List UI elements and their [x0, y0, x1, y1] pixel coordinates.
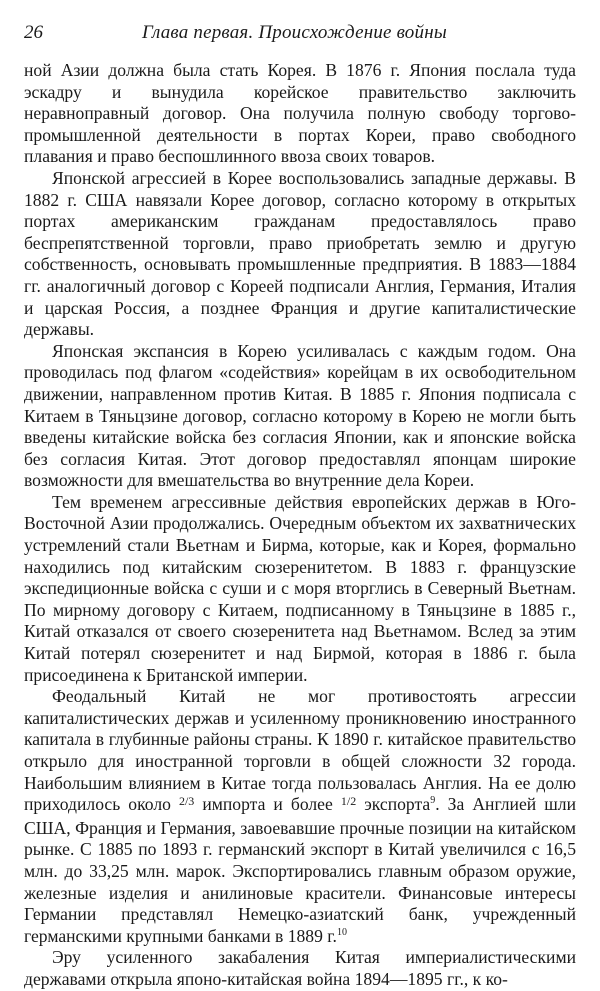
footnote-marker-9: 9	[430, 795, 436, 807]
page-number: 26	[24, 22, 43, 43]
paragraph-5-part-2: импорта и более	[202, 794, 333, 815]
fraction-one-half: 1/2	[340, 794, 357, 809]
paragraph-5	[24, 686, 576, 947]
paragraph-4: Тем временем агрессивные действия европейских держав в Юго-Восточной Азии продолжались. Очередным объектом их захватнических устремлений стали Вьетнам и Бирма, которые, как и Корея, формально находились под китайским сюзеренитетом. В 1883 г. французские экспедиционные войска с суши и с моря вторглись в Северный Вьетнам. По мирному договору с Китаем, подписанному в Тяньцзине в 1885 г., Китай отказался от своего сюзеренитета над Вьетнамом. Вслед за этим Китай потерял сюзеренитет и над Бирмой, которая в 1886 г. была присоединена к Британской империи.	[24, 491, 576, 685]
paragraph-6: Эру усиленного закабаления Китая империалистическими державами открыла японо-китайская война 1894—1895 гг., к ко-	[24, 947, 576, 989]
paragraph-5-part-4: . За Англией шли США, Франция и Германия, завоевавшие прочные позиции на китайском рынке. С 1885 по 1893 г. германский экспорт в Китай увеличился с 16,5 млн. до 33,25 млн. марок. Экспортировались главным образом оружие, железные изделия и анилиновые красители. Финансовые интересы Германии представлял Немецко-азиатский банк, учрежденный германскими крупными банками в 1889 г.	[24, 794, 576, 946]
fraction-two-thirds: 2/3	[178, 794, 195, 809]
body-text	[24, 60, 576, 991]
paragraph-1: ной Азии должна была стать Корея. В 1876 г. Япония послала туда эскадру и вынудила корейское правительство заключить неравноправный договор. Она получила полную свободу торгово-промышленной деятельности в портах Кореи, право свободного плавания и право беспошлинного ввоза своих товаров.	[24, 60, 576, 167]
paragraph-5-part-3: экспорта	[364, 794, 431, 815]
paragraph-3: Японская экспансия в Корею усиливалась с каждым годом. Она проводилась под флагом «содействия» корейцам в их освободительном движении, направленном против Китая. В 1885 г. Япония подписала с Китаем в Тяньцзине договор, согласно которому в Корею не могли быть введены китайские войска без согласия Японии, как и японские войска без согласия Китая. Этот договор предоставлял японцам широкие возможности для вмешательства во внутренние дела Кореи.	[24, 340, 576, 491]
footnote-marker-10: 10	[336, 926, 347, 938]
paragraph-2: Японской агрессией в Корее воспользовались западные державы. В 1882 г. США навязали Корее договор, согласно которому в открытых портах американским гражданам предоставлялось право беспрепятственной торговли, право приобретать землю и другую собственность, основывать промышленные предприятия. В 1883—1884 гг. аналогичный договор с Кореей подписали Англия, Германия, Италия и царская Россия, а позднее Франция и другие капиталистические державы.	[24, 167, 576, 340]
book-page	[24, 18, 576, 991]
paragraph-5-part-1: Феодальный Китай не мог противостоять агрессии капиталистических держав и усиленному проникновению иностранного капитала в глубинные районы страны. К 1890 г. китайское правительство открыло для иностранной торговли в общей сложности 32 города. Наибольшим влиянием в Китае тогда пользовалась Англия. На ее долю приходилось около	[24, 686, 576, 815]
running-head	[24, 18, 576, 48]
chapter-title: Глава первая. Происхождение войны	[142, 22, 447, 43]
